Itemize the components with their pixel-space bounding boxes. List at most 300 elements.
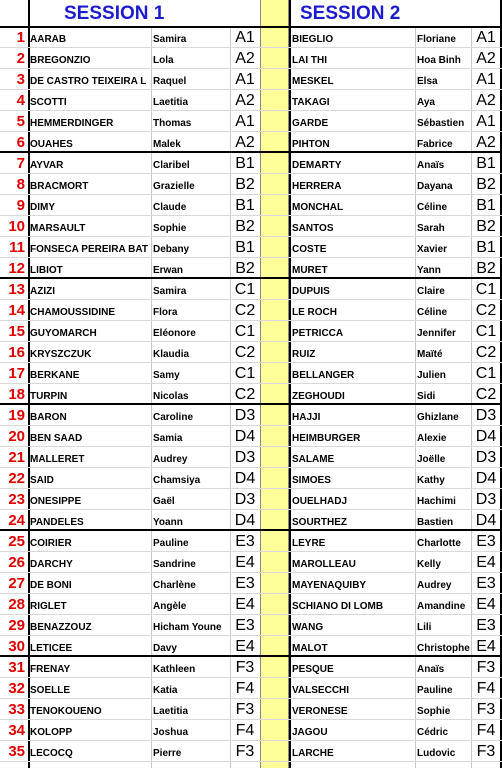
session2-first-name: Xavier (417, 244, 448, 255)
session2-level: D4 (475, 428, 497, 445)
row-divider (0, 488, 502, 489)
row-divider (0, 194, 502, 195)
session2-first-name: Christophe (417, 643, 470, 654)
session1-level: F3 (235, 701, 255, 718)
row-divider (0, 320, 502, 321)
session1-level: D3 (234, 449, 256, 466)
row-number: 29 (8, 617, 25, 634)
table-row (0, 615, 502, 636)
session2-level: C1 (475, 323, 497, 340)
session1-level: D3 (234, 407, 256, 424)
session1-first-name: Eléonore (153, 328, 196, 339)
session2-first-name: Lili (417, 622, 432, 633)
session2-first-name: Elsa (417, 76, 438, 87)
session1-last-name: AZIZI (30, 286, 55, 297)
row-number: 28 (8, 596, 25, 613)
session2-first-name: Audrey (417, 580, 452, 591)
table-row (0, 195, 502, 216)
session2-level: E4 (476, 596, 496, 613)
session1-first-name: Samia (153, 433, 183, 444)
session2-last-name: SALAME (292, 454, 335, 465)
session1-level: B1 (235, 155, 255, 172)
session2-first-name: Fabrice (417, 139, 453, 150)
row-divider (0, 446, 502, 447)
session1-first-name: Malek (153, 139, 181, 150)
session1-last-name: DE CASTRO TEIXEIRA L (30, 76, 147, 87)
session2-first-name: Maïté (417, 349, 443, 360)
session1-level: F3 (235, 659, 255, 676)
session2-first-name: Floriane (417, 34, 456, 45)
session1-last-name: LETICEE (30, 643, 73, 654)
session1-level: A1 (235, 29, 255, 46)
session-2-heading: SESSION 2 (300, 3, 401, 24)
session2-level: B2 (476, 260, 496, 277)
session2-first-name: Anaïs (417, 160, 445, 171)
session1-level: A1 (235, 71, 255, 88)
session2-first-name: Kathy (417, 475, 445, 486)
session1-last-name: TURPIN (30, 391, 68, 402)
row-divider (0, 257, 502, 258)
session1-first-name: Debany (153, 244, 190, 255)
session2-level: D4 (475, 470, 497, 487)
session2-first-name: Claire (417, 286, 445, 297)
session2-last-name: SCHIANO DI LOMB (292, 601, 384, 612)
row-divider (0, 551, 502, 552)
session1-first-name: Pierre (153, 748, 182, 759)
row-divider (0, 299, 502, 300)
row-divider (0, 131, 502, 132)
table-row (0, 132, 502, 153)
session2-level: D3 (475, 491, 497, 508)
table-row (0, 678, 502, 699)
session2-last-name: PESQUE (292, 664, 334, 675)
session1-level: B2 (235, 218, 255, 235)
session1-first-name: Katia (153, 685, 178, 696)
table-row (0, 447, 502, 468)
session1-first-name: Nicolas (153, 391, 189, 402)
session2-first-name: Ludovic (417, 748, 456, 759)
session2-last-name: VERONESE (292, 706, 348, 717)
session1-last-name: LIBIOT (30, 265, 63, 276)
row-divider (0, 467, 502, 468)
session1-first-name: Pauline (153, 538, 189, 549)
row-divider (0, 572, 502, 573)
session2-level: B2 (476, 176, 496, 193)
row-number: 34 (8, 722, 25, 739)
row-divider (0, 614, 502, 615)
table-row (0, 111, 502, 132)
session1-last-name: BRACMORT (30, 181, 89, 192)
session2-first-name: Pauline (417, 685, 453, 696)
session2-first-name: Jennifer (417, 328, 456, 339)
session2-level: A2 (476, 134, 496, 151)
session2-first-name: Julien (417, 370, 446, 381)
session2-level: A1 (476, 29, 496, 46)
session1-last-name: MALLERET (30, 454, 85, 465)
row-divider (0, 635, 502, 636)
session1-last-name: SAID (30, 475, 54, 486)
session1-last-name: BARON (30, 412, 67, 423)
session2-last-name: MALOT (292, 643, 328, 654)
session1-first-name: Erwan (153, 265, 184, 276)
session2-first-name: Cédric (417, 727, 449, 738)
session2-level: F3 (476, 701, 496, 718)
session1-last-name: AYVAR (30, 160, 64, 171)
row-number: 9 (16, 197, 25, 214)
row-number: 25 (8, 533, 25, 550)
session1-first-name: Chamsiya (153, 475, 201, 486)
session1-last-name: HEMMERDINGER (30, 118, 114, 129)
session1-first-name: Samy (153, 370, 180, 381)
session2-level: C2 (475, 344, 497, 361)
row-number: 2 (16, 50, 25, 67)
session2-first-name: Céline (417, 202, 448, 213)
session2-first-name: Anaïs (417, 664, 445, 675)
table-row (0, 342, 502, 363)
row-divider (0, 110, 502, 111)
session2-first-name: Yann (417, 265, 441, 276)
session1-last-name: COIRIER (30, 538, 72, 549)
session1-first-name: Davy (153, 643, 177, 654)
row-divider (0, 677, 502, 678)
session1-level: A2 (235, 50, 255, 67)
session2-last-name: BELLANGER (292, 370, 355, 381)
session1-level: B1 (235, 197, 255, 214)
session2-first-name: Joëlle (417, 454, 446, 465)
row-number: 1 (16, 29, 25, 46)
group-divider (0, 529, 502, 531)
session2-level: C1 (475, 365, 497, 382)
session1-level: C1 (234, 323, 256, 340)
session1-level: C2 (234, 344, 256, 361)
session2-last-name: SOURTHEZ (292, 517, 347, 528)
table-row (0, 720, 502, 741)
session1-last-name: CHAMOUSSIDINE (30, 307, 116, 318)
session1-first-name: Audrey (153, 454, 188, 465)
row-number: 32 (8, 680, 25, 697)
session1-last-name: FONSECA PEREIRA BAT (30, 244, 148, 255)
session2-level: B1 (476, 239, 496, 256)
session2-first-name: Ghizlane (417, 412, 459, 423)
session2-last-name: ZEGHOUDI (292, 391, 345, 402)
session1-level: F4 (235, 722, 255, 739)
table-row (0, 48, 502, 69)
session1-last-name: MARSAULT (30, 223, 86, 234)
session1-level: C2 (234, 302, 256, 319)
session1-last-name: SCOTTI (30, 97, 67, 108)
session1-level: E3 (235, 533, 255, 550)
session1-last-name: DARCHY (30, 559, 73, 570)
session1-level: E4 (235, 638, 255, 655)
session1-level: A2 (235, 134, 255, 151)
session1-level: D4 (234, 512, 256, 529)
table-row (0, 741, 502, 762)
session2-first-name: Alexie (417, 433, 447, 444)
session1-last-name: TENOKOUENO (30, 706, 102, 717)
table-row (0, 426, 502, 447)
row-number: 27 (8, 575, 25, 592)
session2-first-name: Sophie (417, 706, 451, 717)
session2-first-name: Céline (417, 307, 448, 318)
session1-first-name: Laetitia (153, 97, 189, 108)
row-number: 35 (8, 743, 25, 760)
row-number: 31 (8, 659, 25, 676)
session2-level: A1 (476, 113, 496, 130)
session2-level: B1 (476, 197, 496, 214)
table-row (0, 552, 502, 573)
session2-first-name: Aya (417, 97, 435, 108)
session-1-heading: SESSION 1 (64, 3, 165, 24)
row-number: 6 (16, 134, 25, 151)
row-number: 13 (8, 281, 25, 298)
session1-level: C1 (234, 365, 256, 382)
row-divider (0, 341, 502, 342)
session1-level: A2 (235, 92, 255, 109)
session2-last-name: DUPUIS (292, 286, 330, 297)
table-row (0, 153, 502, 174)
group-divider (0, 403, 502, 405)
row-number: 14 (8, 302, 25, 319)
row-number: 11 (9, 239, 25, 256)
row-divider (0, 173, 502, 174)
session2-last-name: LAI THI (292, 55, 327, 66)
row-number: 24 (8, 512, 25, 529)
row-number: 3 (16, 71, 25, 88)
row-divider (0, 761, 502, 762)
row-number: 22 (8, 470, 25, 487)
session1-level: E3 (235, 617, 255, 634)
session2-level: E4 (476, 554, 496, 571)
table-row (0, 174, 502, 195)
row-divider (0, 383, 502, 384)
session1-first-name: Grazielle (153, 181, 195, 192)
session2-level: F3 (476, 659, 496, 676)
session1-last-name: OUAHES (30, 139, 73, 150)
session1-last-name: FRENAY (30, 664, 71, 675)
session1-first-name: Claribel (153, 160, 190, 171)
session1-first-name: Hicham Youne (153, 622, 222, 633)
session1-level: E4 (235, 596, 255, 613)
session2-last-name: LE ROCH (292, 307, 337, 318)
row-number: 30 (8, 638, 25, 655)
table-row (0, 90, 502, 111)
session2-last-name: COSTE (292, 244, 327, 255)
session2-first-name: Dayana (417, 181, 453, 192)
row-number: 8 (16, 176, 25, 193)
row-number: 20 (8, 428, 25, 445)
session1-last-name: PANDELES (30, 517, 84, 528)
table-row (0, 27, 502, 48)
row-number: 23 (8, 491, 25, 508)
table-row (0, 468, 502, 489)
session1-first-name: Yoann (153, 517, 183, 528)
session2-level: E3 (476, 575, 496, 592)
session2-first-name: Sarah (417, 223, 445, 234)
session2-last-name: HAJJI (292, 412, 321, 423)
session1-last-name: BEN SAAD (30, 433, 83, 444)
session2-level: B1 (476, 155, 496, 172)
session1-level: D4 (234, 470, 256, 487)
session2-last-name: MURET (292, 265, 328, 276)
row-number: 33 (8, 701, 25, 718)
session1-last-name: GUYOMARCH (30, 328, 97, 339)
session2-last-name: PIHTON (292, 139, 330, 150)
session2-last-name: GARDE (292, 118, 329, 129)
session1-last-name: BREGONZIO (30, 55, 91, 66)
session1-first-name: Laetitia (153, 706, 189, 717)
group-divider (0, 277, 502, 279)
row-number: 10 (8, 218, 25, 235)
session2-last-name: MESKEL (292, 76, 334, 87)
session2-level: B2 (476, 218, 496, 235)
session2-first-name: Charlotte (417, 538, 461, 549)
session1-first-name: Joshua (153, 727, 189, 738)
session1-last-name: DE BONI (30, 580, 72, 591)
row-divider (0, 740, 502, 741)
row-number: 18 (8, 386, 25, 403)
session1-first-name: Charlène (153, 580, 196, 591)
row-divider (0, 68, 502, 69)
table-row (0, 279, 502, 300)
group-divider (0, 655, 502, 657)
session1-first-name: Gaël (153, 496, 175, 507)
session2-level: A2 (476, 50, 496, 67)
row-divider (0, 362, 502, 363)
group-divider (0, 151, 502, 153)
row-number: 16 (8, 344, 25, 361)
session1-first-name: Thomas (153, 118, 192, 129)
session1-last-name: KOLOPP (30, 727, 73, 738)
table-row (0, 384, 502, 405)
session2-first-name: Sidi (417, 391, 436, 402)
session1-level: A1 (235, 113, 255, 130)
session2-first-name: Sébastien (417, 118, 465, 129)
session2-first-name: Hachimi (417, 496, 456, 507)
session2-level: F4 (476, 680, 496, 697)
row-divider (0, 719, 502, 720)
row-number: 12 (8, 260, 25, 277)
session2-level: E3 (476, 617, 496, 634)
session2-last-name: RUIZ (292, 349, 316, 360)
session1-last-name: BENAZZOUZ (30, 622, 92, 633)
session1-level: E4 (235, 554, 255, 571)
row-number: 7 (16, 155, 25, 172)
session2-last-name: HEIMBURGER (292, 433, 361, 444)
session2-first-name: Hoa Binh (417, 55, 461, 66)
session2-level: D3 (475, 407, 497, 424)
session2-level: C2 (475, 386, 497, 403)
session1-level: C1 (234, 281, 256, 298)
session2-last-name: OUELHADJ (292, 496, 348, 507)
table-row (0, 321, 502, 342)
session2-last-name: MONCHAL (292, 202, 344, 213)
session1-first-name: Kathleen (153, 664, 196, 675)
table-row (0, 69, 502, 90)
session1-level: D4 (234, 428, 256, 445)
session2-level: A2 (476, 92, 496, 109)
table-row (0, 363, 502, 384)
table-row (0, 573, 502, 594)
session1-last-name: BERKANE (30, 370, 80, 381)
row-number: 15 (8, 323, 25, 340)
session1-last-name: RIGLET (30, 601, 67, 612)
row-divider (0, 593, 502, 594)
session1-level: F3 (235, 743, 255, 760)
table-row (0, 636, 502, 657)
table-row (0, 594, 502, 615)
table-row (0, 510, 502, 531)
session2-level: D3 (475, 449, 497, 466)
session1-last-name: SOELLE (30, 685, 71, 696)
session1-first-name: Caroline (153, 412, 194, 423)
session2-last-name: SANTOS (292, 223, 334, 234)
row-divider (0, 425, 502, 426)
row-number: 4 (16, 92, 25, 109)
session1-last-name: AARAB (30, 34, 67, 45)
table-row (0, 258, 502, 279)
session2-last-name: MAYENAQUIBY (292, 580, 367, 591)
session2-last-name: HERRERA (292, 181, 342, 192)
session2-level: D4 (475, 512, 497, 529)
table-row (0, 531, 502, 552)
row-divider (0, 698, 502, 699)
session1-first-name: Raquel (153, 76, 187, 87)
session2-last-name: SIMOES (292, 475, 331, 486)
session1-level: B1 (235, 239, 255, 256)
table-row (0, 699, 502, 720)
session2-last-name: TAKAGI (292, 97, 330, 108)
session2-last-name: LEYRE (292, 538, 326, 549)
session2-level: F3 (476, 743, 496, 760)
session1-last-name: DIMY (30, 202, 55, 213)
row-number: 26 (8, 554, 25, 571)
session1-first-name: Angèle (153, 601, 187, 612)
session2-level: C2 (475, 302, 497, 319)
header-divider (0, 26, 502, 28)
session2-level: E3 (476, 533, 496, 550)
session2-last-name: DEMARTY (292, 160, 342, 171)
row-divider (0, 509, 502, 510)
row-divider (0, 215, 502, 216)
row-divider (0, 47, 502, 48)
session1-last-name: LECOCQ (30, 748, 73, 759)
row-number: 5 (16, 113, 25, 130)
session1-first-name: Samira (153, 34, 187, 45)
row-divider (0, 89, 502, 90)
session2-first-name: Amandine (417, 601, 466, 612)
session2-last-name: WANG (292, 622, 324, 633)
session2-last-name: VALSECCHI (292, 685, 350, 696)
session2-level: E4 (476, 638, 496, 655)
table-row (0, 216, 502, 237)
session1-first-name: Samira (153, 286, 187, 297)
table-row (0, 237, 502, 258)
session2-last-name: PETRICCA (292, 328, 344, 339)
session1-first-name: Flora (153, 307, 178, 318)
row-number: 21 (8, 449, 25, 466)
session2-level: C1 (475, 281, 497, 298)
session1-level: F4 (235, 680, 255, 697)
session1-first-name: Claude (153, 202, 187, 213)
session1-first-name: Lola (153, 55, 174, 66)
session1-first-name: Klaudia (153, 349, 190, 360)
table-row (0, 489, 502, 510)
row-number: 17 (8, 365, 25, 382)
session2-last-name: LARCHE (292, 748, 334, 759)
row-divider (0, 236, 502, 237)
session2-last-name: MAROLLEAU (292, 559, 356, 570)
session2-first-name: Kelly (417, 559, 441, 570)
